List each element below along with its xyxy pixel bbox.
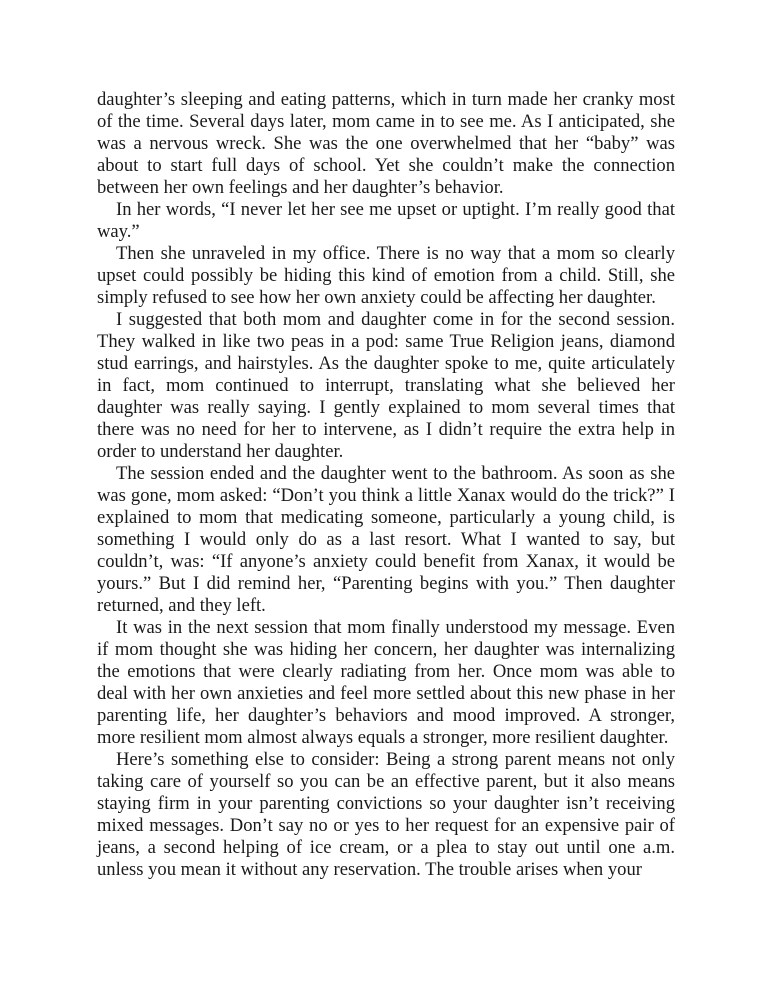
paragraph-quote: In her words, “I never let her see me upset or uptight. I’m really good that way.” xyxy=(97,199,675,242)
page-body xyxy=(97,89,675,881)
paragraph-continuation: daughter’s sleeping and eating patterns, which in turn made her cranky most of the time. Several days later, mom came in to see me. As I anticipated, she was a nervous wreck. She was the one overwhelmed that her “baby” was about to start full days of school. Yet she couldn’t make the connection between her own feelings and her daughter’s behavior. xyxy=(97,89,675,198)
paragraph-second-session: I suggested that both mom and daughter come in for the second session. They walked in like two peas in a pod: same True Religion jeans, diamond stud earrings, and hairstyles. As the daughter spoke to me, quite articulately in fact, mom continued to interrupt, translating what she believed her daughter was really saying. I gently explained to mom several times that there was no need for her to intervene, as I didn’t require the extra help in order to understand her daughter. xyxy=(97,309,675,462)
paragraph-consider: Here’s something else to consider: Being a strong parent means not only taking care of yourself so you can be an effective parent, but it also means staying firm in your parenting convictions so your daughter isn’t receiving mixed messages. Don’t say no or yes to her request for an expensive pair of jeans, a second helping of ice cream, or a plea to stay out until one a.m. unless you mean it without any reservation. The trouble arises when your xyxy=(97,749,675,880)
paragraph-unraveled: Then she unraveled in my office. There is no way that a mom so clearly upset could possibly be hiding this kind of emotion from a child. Still, she simply refused to see how her own anxiety could be affecting her daughter. xyxy=(97,243,675,308)
paragraph-next-session: It was in the next session that mom finally understood my message. Even if mom thought she was hiding her concern, her daughter was internalizing the emotions that were clearly radiating from her. Once mom was able to deal with her own anxieties and feel more settled about this new phase in her parenting life, her daughter’s behaviors and mood improved. A stronger, more resilient mom almost always equals a stronger, more resilient daughter. xyxy=(97,617,675,748)
paragraph-session-ended: The session ended and the daughter went to the bathroom. As soon as she was gone, mom asked: “Don’t you think a little Xanax would do the trick?” I explained to mom that medicating someone, particularly a young child, is something I would only do as a last resort. What I wanted to say, but couldn’t, was: “If anyone’s anxiety could benefit from Xanax, it would be yours.” But I did remind her, “Parenting begins with you.” Then daughter returned, and they left. xyxy=(97,463,675,616)
